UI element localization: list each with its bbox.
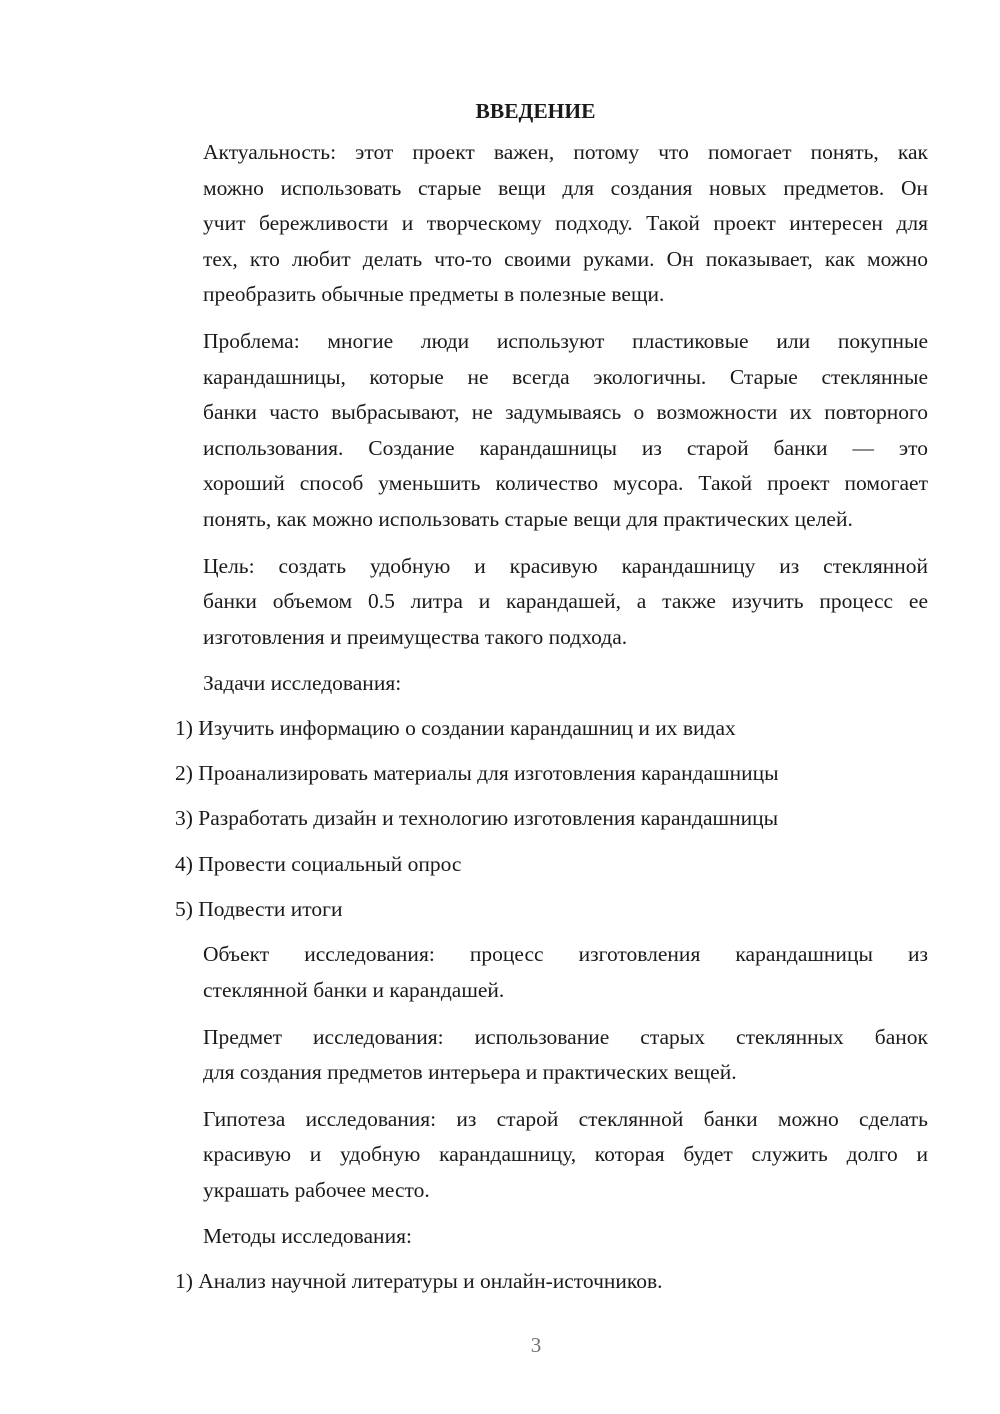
paragraph-line: преобразить обычные предметы в полезные вещи. bbox=[203, 282, 665, 307]
paragraph-line: можно использовать старые вещи для создания новых предметов. Он bbox=[203, 175, 928, 200]
paragraph-line: карандашницы, которые не всегда экологичны. Старые стеклянные bbox=[203, 364, 928, 389]
paragraph-line: использования. Создание карандашницы из старой банки — это bbox=[203, 435, 928, 460]
relevance-paragraph bbox=[143, 135, 928, 313]
hypothesis-paragraph bbox=[143, 1102, 928, 1209]
page-title: ВВЕДЕНИЕ bbox=[475, 99, 596, 123]
paragraph-line: украшать рабочее место. bbox=[203, 1177, 430, 1202]
paragraph-line: хороший способ уменьшить количество мусора. Такой проект помогает bbox=[203, 471, 928, 496]
problem-paragraph bbox=[143, 324, 928, 538]
tasks-heading: Задачи исследования: bbox=[203, 671, 402, 696]
paragraph-line: понять, как можно использовать старые вещи для практических целей. bbox=[203, 506, 853, 531]
page-number: 3 bbox=[530, 1333, 542, 1357]
task-item: 2) Проанализировать материалы для изготовления карандашницы bbox=[175, 761, 779, 786]
task-item: 1) Изучить информацию о создании карандашниц и их видах bbox=[175, 715, 736, 740]
methods-heading: Методы исследования: bbox=[203, 1224, 412, 1249]
subject-paragraph bbox=[143, 1020, 928, 1091]
method-item: 1) Анализ научной литературы и онлайн-источников. bbox=[175, 1269, 663, 1294]
task-item: 3) Разработать дизайн и технологию изготовления карандашницы bbox=[175, 806, 779, 831]
object-paragraph bbox=[143, 937, 928, 1008]
paragraph-line: Актуальность: этот проект важен, потому что помогает понять, как bbox=[203, 140, 928, 164]
task-item: 4) Провести социальный опрос bbox=[175, 851, 462, 876]
paragraph-line: Гипотеза исследования: из старой стеклянной банки можно сделать bbox=[203, 1106, 928, 1131]
document-body bbox=[143, 96, 928, 1309]
paragraph-line: для создания предметов интерьера и практических вещей. bbox=[203, 1060, 737, 1085]
paragraph-line: Предмет исследования: использование старых стеклянных банок bbox=[203, 1024, 928, 1049]
task-item: 5) Подвести итоги bbox=[175, 897, 343, 922]
paragraph-line: банки объемом 0.5 литра и карандашей, а также изучить процесс ее bbox=[203, 589, 928, 614]
paragraph-line: Проблема: многие люди используют пластиковые или покупные bbox=[203, 328, 928, 353]
paragraph-line: стеклянной банки и карандашей. bbox=[203, 977, 505, 1002]
goal-paragraph bbox=[143, 549, 928, 656]
paragraph-line: банки часто выбрасывают, не задумываясь о возможности их повторного bbox=[203, 400, 928, 425]
paragraph-line: Объект исследования: процесс изготовления карандашницы из bbox=[203, 942, 928, 967]
paragraph-line: тех, кто любит делать что-то своими руками. Он показывает, как можно bbox=[203, 246, 928, 271]
paragraph-line: Цель: создать удобную и красивую карандашницу из стеклянной bbox=[203, 553, 928, 578]
paragraph-line: изготовления и преимущества такого подхода. bbox=[203, 624, 628, 649]
paragraph-line: красивую и удобную карандашницу, которая будет служить долго и bbox=[203, 1142, 928, 1167]
paragraph-line: учит бережливости и творческому подходу. Такой проект интересен для bbox=[203, 211, 928, 236]
